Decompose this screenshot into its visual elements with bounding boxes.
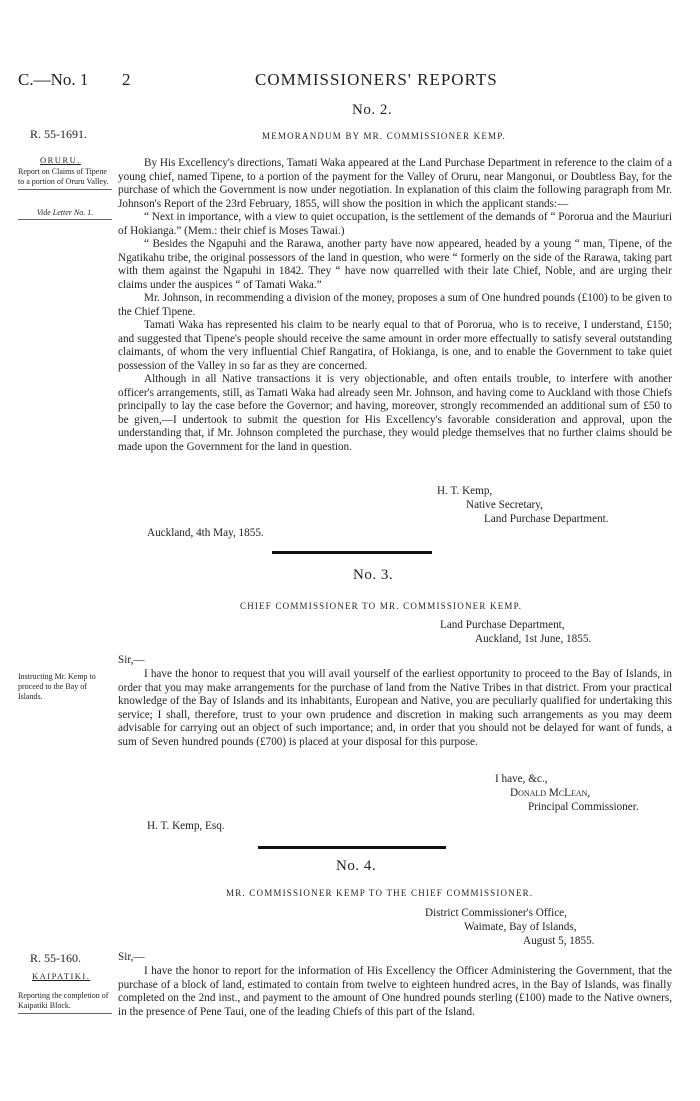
salutation: Sir,— (118, 654, 145, 666)
section-number-2: No. 2. (352, 102, 393, 118)
margin-note-instructing: Instructing Mr. Kemp to proceed to the Bay of Islands. (18, 672, 96, 701)
closing: I have, &c., (495, 773, 548, 785)
letter-body-3 (118, 668, 672, 749)
sender-address-line1: District Commissioner's Office, (425, 907, 567, 919)
sender-address-date: August 5, 1855. (523, 935, 595, 947)
quoted-paragraph: “ Besides the Ngapuhi and the Rarawa, another party have now appeared, headed by a young “ man, Tipene, of the Ngatikahu tribe, the original possessors of the land in question, who were “ formerly on the side of the Rarawa, taking part with them against the Ngapuhi in 1842. They “ have now quarrelled with their late Chief, Noble, and are urging their claims under the auspices “ of Tamati Waka.” (118, 238, 672, 291)
margin-note-kaipatiki: Reporting the completion of Kaipatiki Block. (18, 991, 112, 1014)
paragraph: Mr. Johnson, in recommending a division of the money, proposes a sum of One hundred pounds (£100) to be given to the Chief Tipene. (118, 292, 672, 318)
signature-title: Native Secretary, (466, 499, 543, 511)
letter-body-4 (118, 965, 672, 1019)
section-number-3: No. 3. (353, 567, 394, 583)
page-number: 2 (122, 70, 131, 89)
paragraph: By His Excellency's directions, Tamati Waka appeared at the Land Purchase Department in reference to the claim of a young chief, named Tipene, to a portion of the payment for the Valley of Oruru, near Mangonui, or Doubtless Bay, for the purchase of which the Government is now under negotiation. In explanation of this claim the following paragraph from Mr. Johnson's Report of the 23rd February, 1855, will show the position in which the applicant stands:— (118, 157, 672, 210)
sender-address-line1: Land Purchase Department, (440, 619, 565, 631)
sender-address-line2: Waimate, Bay of Islands, (464, 921, 577, 933)
page-title: COMMISSIONERS' REPORTS (255, 70, 498, 89)
memorandum-body (118, 157, 672, 454)
margin-note-oruru: Report on Claims of Tipene to a portion of Oruru Valley. (18, 167, 112, 190)
document-code: C.—No. 1 (18, 70, 89, 89)
reference-number-2: R. 55-1691. (30, 127, 87, 141)
signature-title: Principal Commissioner. (528, 801, 639, 813)
quoted-paragraph: “ Next in importance, with a view to quiet occupation, is the settlement of the demands of “ Pororua and the Mauriuri of Hokianga.” (Mem.: their chief is Moses Tawai.) (118, 211, 672, 237)
margin-heading-kaipatiki: KAIPATIKI. (32, 971, 91, 981)
memorandum-heading: MEMORANDUM BY MR. COMMISSIONER KEMP. (262, 131, 506, 141)
memorandum-date: Auckland, 4th May, 1855. (147, 527, 264, 539)
signature-name: H. T. Kemp, (437, 485, 493, 497)
letter-heading-4: MR. COMMISSIONER KEMP TO THE CHIEF COMMISSIONER. (226, 888, 534, 898)
paragraph: Tamati Waka has represented his claim to be nearly equal to that of Pororua, who is to receive, I understand, £150; and suggested that Tipene's people should receive the same amount in order more effectually to satisfy several outstanding claimants, of whom the very influential Chief Rangatira, of Hokianga, is one, and to enable the Government to take quiet possession of the Valley in so far as they are concerned. (118, 319, 672, 372)
reference-number-4: R. 55-160. (30, 951, 81, 965)
margin-vide-note: Vide Letter No. 1. (18, 208, 112, 220)
paragraph: I have the honor to request that you will avail yourself of the earliest opportunity to proceed to the Bay of Islands, in order that you may make arrangements for the purchase of land from the Native Tribes in that district. From your practical knowledge of the Bay of Islands and its inhabitants, European and Native, you are peculiarly qualified for undertaking this service; I shall, therefore, trust to your own prudence and discretion in making such arrangements as you may deem advisable for carrying out an object of such importance; and, in order that you should not be delayed for want of funds, a sum of Seven hundred pounds (£700) is placed at your disposal for this purpose. (118, 668, 672, 748)
addressee: H. T. Kemp, Esq. (147, 820, 225, 832)
signature-name: Donald McLean, (510, 787, 591, 799)
salutation: Sir,— (118, 951, 145, 963)
sender-address-date: Auckland, 1st June, 1855. (475, 633, 592, 645)
paragraph: I have the honor to report for the information of His Excellency the Officer Administering the Government, that the purchase of a block of land, estimated to contain from twelve to eighteen hundred acres, in the Bay of Islands, was finally completed on the 2nd inst., and payment to the amount of One hundred pounds sterling (£100) made to the Native owners, in the presence of Pene Taui, one of the leading Chiefs of this part of the Island. (118, 965, 672, 1018)
signature-department: Land Purchase Department. (484, 513, 609, 525)
letter-heading-3: CHIEF COMMISSIONER TO MR. COMMISSIONER KEMP. (240, 601, 523, 611)
margin-heading-oruru: ORURU. (40, 155, 81, 165)
section-number-4: No. 4. (336, 858, 377, 874)
paragraph: Although in all Native transactions it is very objectionable, and often entails trouble, to interfere with another officer's arrangements, still, as Tamati Waka had already seen Mr. Johnson, and having come to Auckland with those Chiefs principally to lay the case before the Governor; and having, moreover, strongly recommended an additional sum of £50 to be given,—I undertook to submit the question for His Excellency's favorable consideration and approval, upon the understanding that, if Mr. Johnson completed the purchase, they would pledge themselves that no further claims should be made upon the Government for the land in question. (118, 373, 672, 453)
section-divider (272, 551, 432, 554)
section-divider (258, 846, 446, 849)
